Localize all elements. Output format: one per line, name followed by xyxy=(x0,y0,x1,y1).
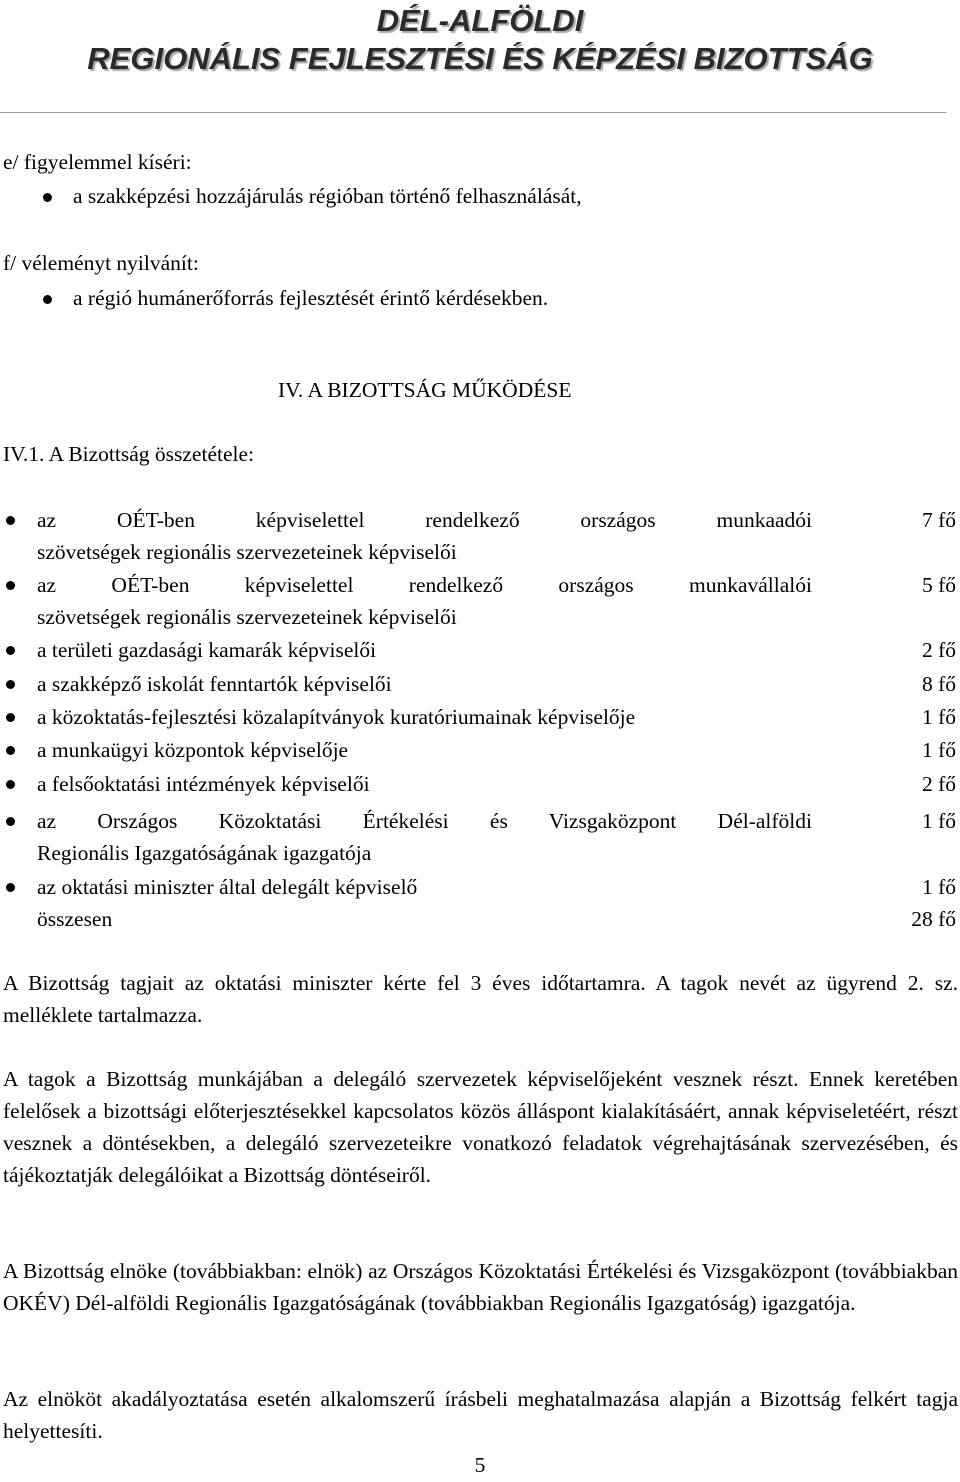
header-title-line1: DÉL-ALFÖLDI xyxy=(376,3,584,38)
page-number: 5 xyxy=(474,1453,486,1477)
member-item-line: szövetségek regionális szervezeteinek képviselői xyxy=(37,605,457,629)
section-f-heading: f/ véleményt nyilvánít: xyxy=(3,251,199,275)
member-item-line: az oktatási miniszter által delegált képviselő xyxy=(37,875,418,899)
bullet-icon xyxy=(6,746,15,755)
member-item-line: a szakképző iskolát fenntartók képviselői xyxy=(37,672,392,696)
header-divider xyxy=(0,112,946,113)
bullet-icon xyxy=(43,295,52,304)
member-item-line: az Országos Közoktatási Értékelési és Vizsgaközpont Dél-alföldi xyxy=(37,809,812,833)
section-f-item: a régió humánerőforrás fejlesztését érintő kérdésekben. xyxy=(73,286,549,310)
member-item-line: szövetségek regionális szervezeteinek képviselői xyxy=(37,540,457,564)
member-count: 5 fő xyxy=(921,573,956,597)
bullet-icon xyxy=(43,193,52,202)
member-count: 1 fő xyxy=(921,705,956,729)
member-item-line: a munkaügyi központok képviselője xyxy=(37,738,349,762)
member-item-line: az OÉT-ben képviselettel rendelkező országos munkavállalói xyxy=(37,573,812,597)
member-item-line: a felsőoktatási intézmények képviselői xyxy=(37,772,370,796)
paragraph: A Bizottság tagjait az oktatási miniszter kérte fel 3 éves időtartamra. A tagok nevét az ügyrend 2. sz. melléklete tartalmazza. xyxy=(3,971,958,1027)
member-count: 1 fő xyxy=(921,809,956,833)
bullet-icon xyxy=(6,713,15,722)
bullet-icon xyxy=(6,883,15,892)
member-count: 2 fő xyxy=(921,638,956,662)
member-item-line: az OÉT-ben képviselettel rendelkező országos munkaadói xyxy=(37,508,812,532)
member-item-line: a területi gazdasági kamarák képviselői xyxy=(37,638,377,662)
total-count: 28 fő xyxy=(911,907,956,931)
bullet-icon xyxy=(6,581,15,590)
member-item-line: a közoktatás-fejlesztési közalapítványok kuratóriumainak képviselője xyxy=(37,705,636,729)
page-header xyxy=(0,2,960,78)
member-count: 7 fő xyxy=(921,508,956,532)
chapter-title: IV. A BIZOTTSÁG MŰKÖDÉSE xyxy=(278,378,572,402)
bullet-icon xyxy=(6,516,15,525)
bullet-icon xyxy=(6,680,15,689)
member-count: 1 fő xyxy=(921,875,956,899)
member-count: 8 fő xyxy=(921,672,956,696)
member-item-line: Regionális Igazgatóságának igazgatója xyxy=(37,841,372,865)
member-count: 1 fő xyxy=(921,738,956,762)
paragraph: A Bizottság elnöke (továbbiakban: elnök) az Országos Közoktatási Értékelési és Vizsgaközpont (továbbiakban OKÉV) Dél-alföldi Regionális Igazgatóságának (továbbiakban Regionális Igazgatóság) igazgatója. xyxy=(3,1259,958,1315)
bullet-icon xyxy=(6,646,15,655)
subsection-title: IV.1. A Bizottság összetétele: xyxy=(3,442,254,466)
header-title-line2: REGIONÁLIS FEJLESZTÉSI ÉS KÉPZÉSI BIZOTTSÁG xyxy=(87,41,873,76)
total-label: összesen xyxy=(37,907,113,931)
bullet-icon xyxy=(6,817,15,826)
section-e-heading: e/ figyelemmel kíséri: xyxy=(3,150,192,174)
paragraph: Az elnököt akadályoztatása esetén alkalomszerű írásbeli meghatalmazása alapján a Bizottság felkért tagja helyettesíti. xyxy=(3,1387,958,1443)
paragraph: A tagok a Bizottság munkájában a delegáló szervezetek képviselőjeként vesznek részt. Ennek keretében felelősek a bizottsági előterjesztésekkel kapcsolatos közös álláspont kialakításáért, annak képviseletéért, részt vesznek a döntésekben, a delegáló szervezeteikre vonatkozó feladatok végrehajtásának szervezésében, és tájékoztatják delegálóikat a Bizottság döntéseiről. xyxy=(3,1067,958,1187)
bullet-icon xyxy=(6,780,15,789)
member-count: 2 fő xyxy=(921,772,956,796)
section-e-item: a szakképzési hozzájárulás régióban történő felhasználását, xyxy=(73,184,582,208)
